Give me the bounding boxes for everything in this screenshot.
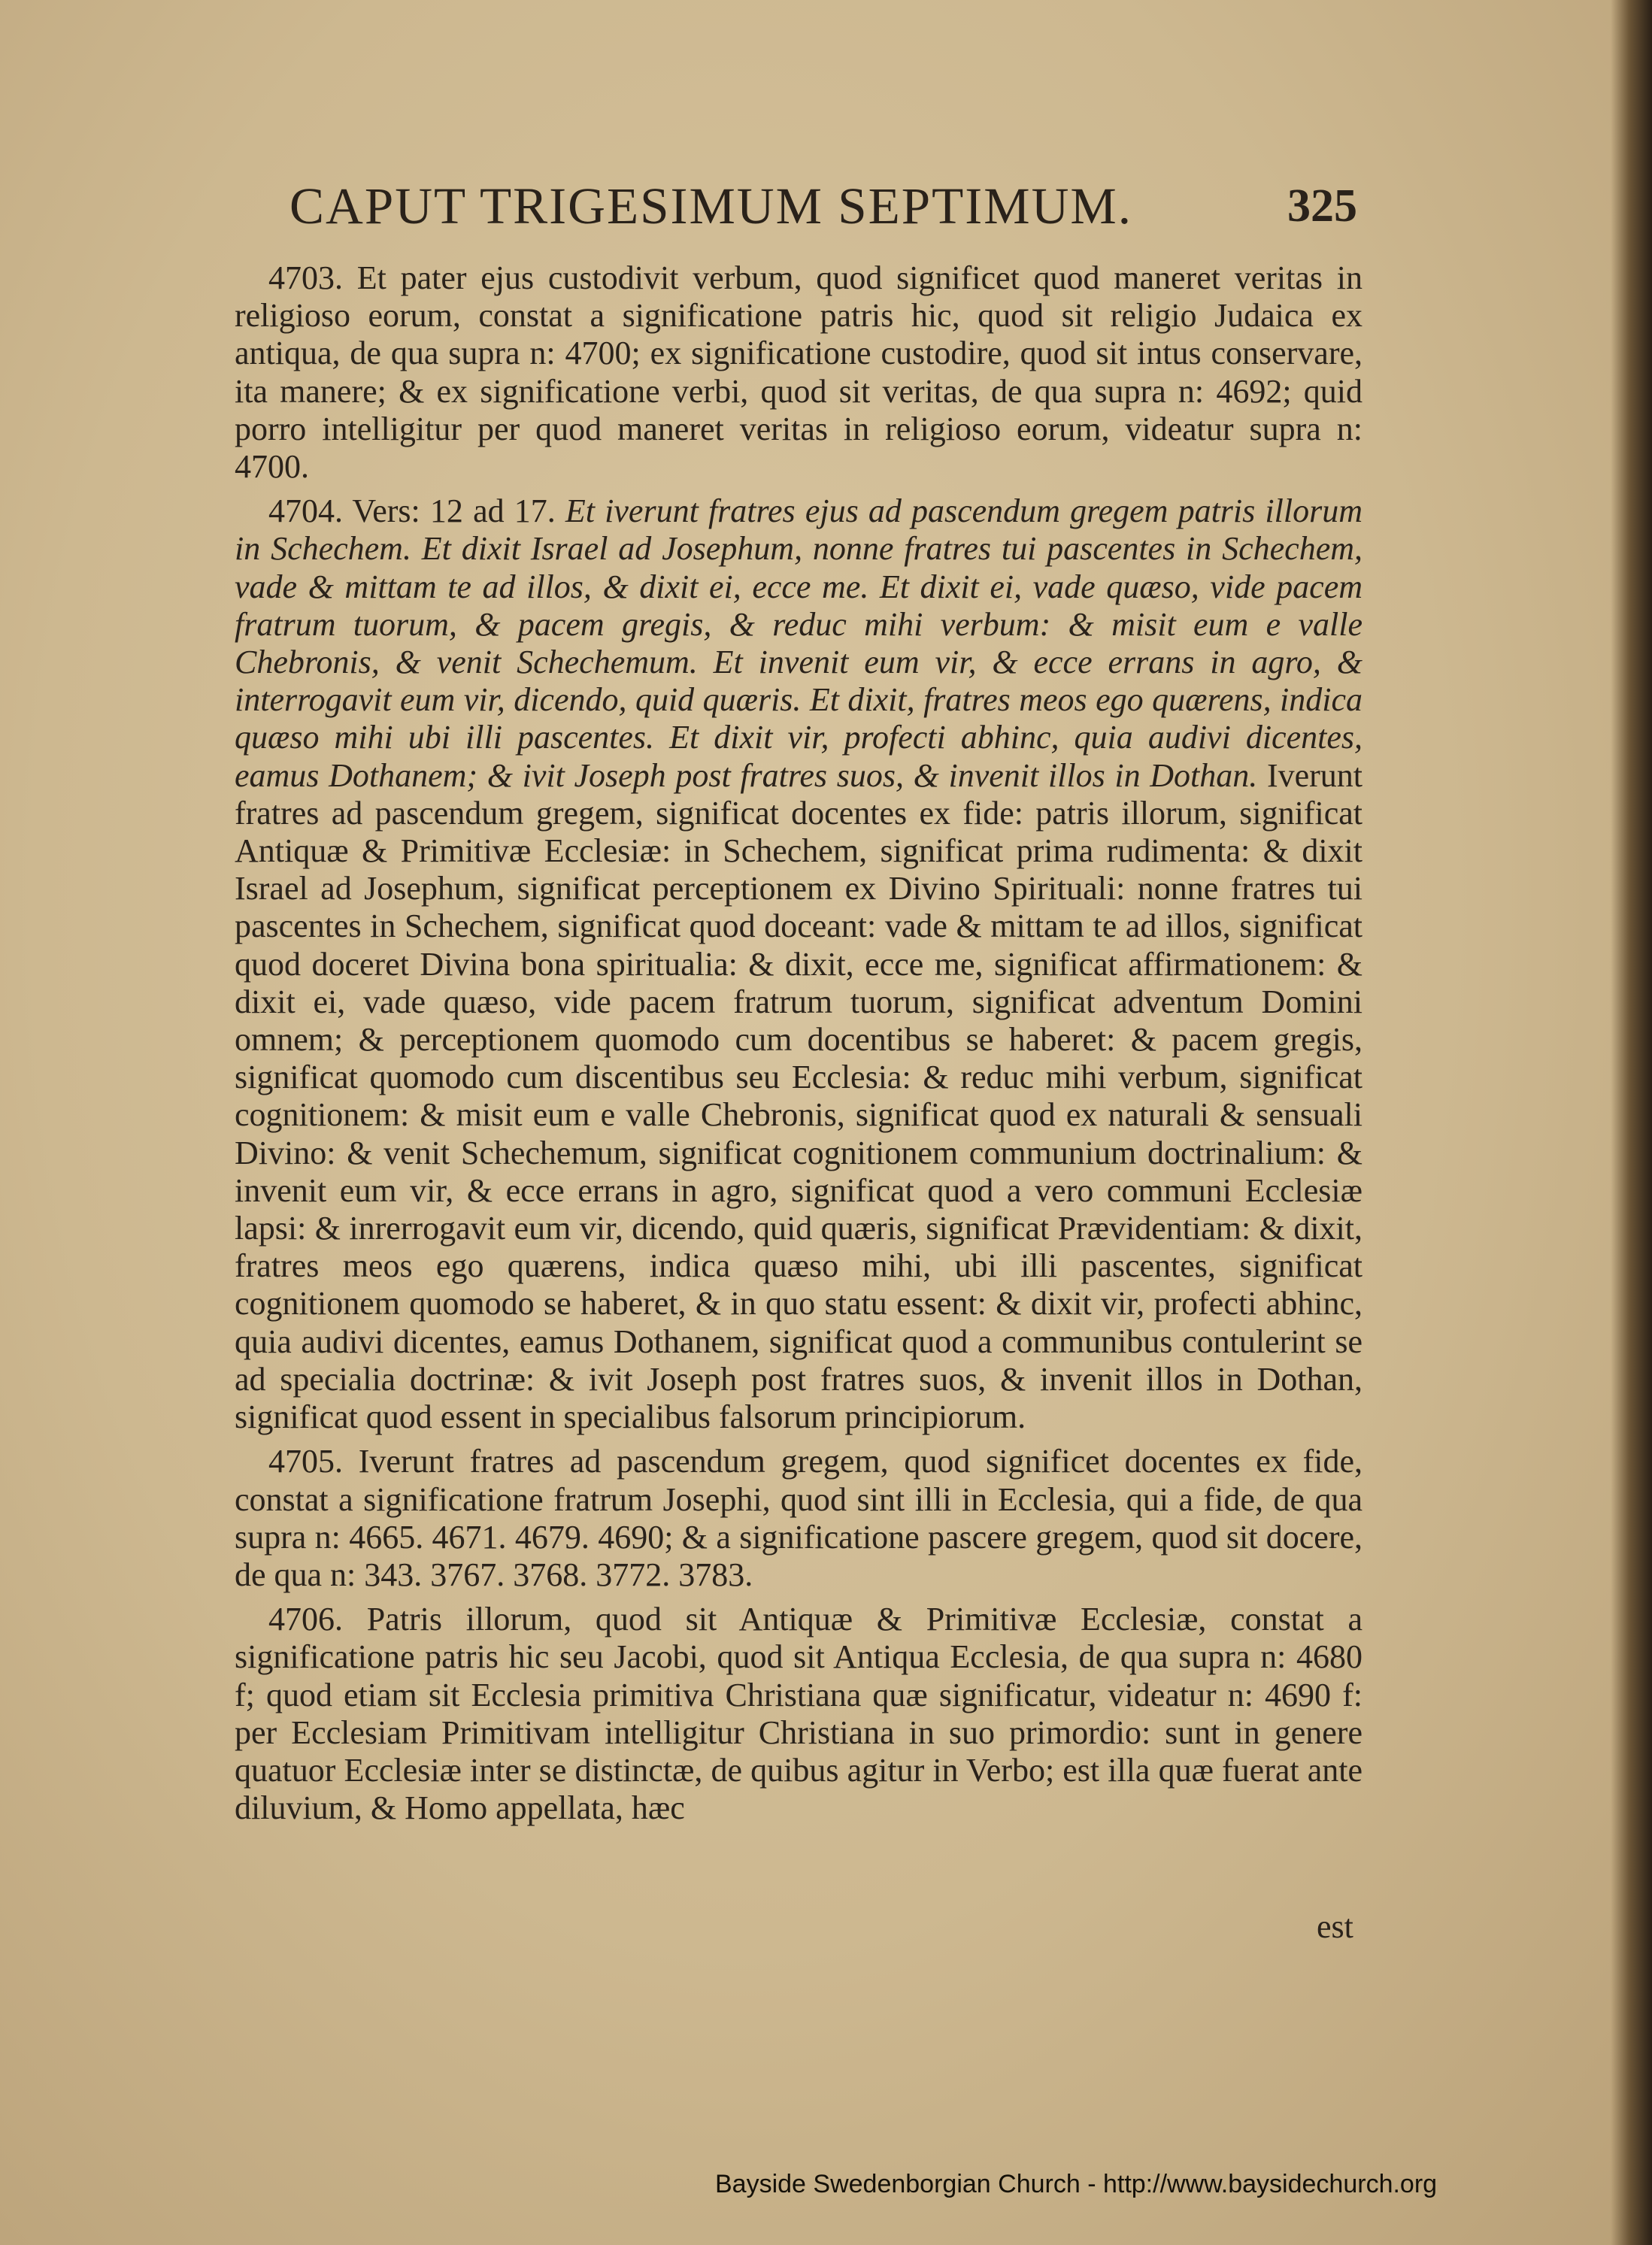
scripture-quote: Et iverunt fratres ejus ad pascendum gregem patris illorum in Schechem. Et dixit Israel ad Josephum, nonne fratres tui pascentes in Schechem, vade & mittam te ad illos, & dixit ei, ecce me. Et dixit ei, vade quæso, vide pacem fratrum tuorum, & pacem gregis, & reduc mihi verbum: & misit eum e valle Chebronis, & venit Schechemum. Et invenit eum vir, & ecce errans in agro, & interrogavit eum vir, dicendo, quid quæris. Et dixit, fratres meos ego quærens, indica quæso mihi ubi illi pascentes. Et dixit vir, profecti abhinc, quia audivi dicentes, eamus Dothanem; & ivit Joseph post fratres suos, & invenit illos in Dothan.	[235, 492, 1363, 794]
paragraph-4706	[235, 1601, 1363, 1827]
body-text	[235, 259, 1363, 1827]
text-segment: 4704. Vers: 12 ad 17.	[268, 492, 565, 530]
text-segment: 4703. Et pater ejus custodivit verbum, quod significet quod maneret veritas in religioso eorum, constat a significatione patris hic, quod sit religio Judaica ex antiqua, de qua supra n: 4700; ex significatione custodire, quod sit intus conservare, ita manere; & ex significatione verbi, quod sit veritas, de qua supra n: 4692; quid porro intelligitur per quod maneret veritas in religioso eorum, videatur supra n: 4700.	[235, 259, 1363, 486]
paragraph-4704	[235, 492, 1363, 1436]
text-segment: Iverunt fratres ad pascendum gregem, significat docentes ex fide: patris illorum, significat Antiquæ & Primitivæ Ecclesiæ: in Schechem, significat prima rudimenta: & dixit Israel ad Josephum, significat perceptionem ex Divino Spirituali: nonne fratres tui pascentes in Schechem, significat quod doceant: vade & mittam te ad illos, significat quod doceret Divina bona spiritualia: & dixit, ecce me, significat affirmationem: & dixit ei, vade quæso, vide pacem fratrum tuorum, significat adventum Domini omnem; & perceptionem quomodo cum docentibus se haberet: & pacem gregis, significat quomodo cum discentibus seu Ecclesia: & reduc mihi verbum, significat cognitionem: & misit eum e valle Chebronis, significat quod ex naturali & sensuali Divino: & venit Schechemum, significat cognitionem communium doctrinalium: & invenit eum vir, & ecce errans in agro, significat quod a vero communi Ecclesiæ lapsi: & inrerrogavit eum vir, dicendo, quid quæris, significat Prævidentiam: & dixit, fratres meos ego quærens, indica quæso mihi, ubi illi pascentes, significat cognitionem quomodo se haberet, & in quo statu essent: & dixit vir, profecti abhinc, quia audivi dicentes, eamus Dothanem, significat quod a communibus contulerint se ad specialia doctrinæ: & ivit Joseph post fratres suos, & invenit illos in Dothan, significat quod essent in specialibus falsorum principiorum.	[235, 756, 1363, 1436]
text-segment: 4706. Patris illorum, quod sit Antiquæ & Primitivæ Ecclesiæ, constat a significatione patris hic seu Jacobi, quod sit Antiqua Ecclesia, de qua supra n: 4680 f; quod etiam sit Ecclesia primitiva Christiana quæ significatur, videatur n: 4690 f: per Ecclesiam Primitivam intelligitur Christiana in suo primordio: sunt in genere quatuor Ecclesiæ inter se distinctæ, de quibus agitur in Verbo; est illa quæ fuerat ante diluvium, & Homo appellata, hæc	[235, 1601, 1363, 1827]
text-segment: 4705. Iverunt fratres ad pascendum gregem, quod significet docentes ex fide, constat a significatione fratrum Josephi, quod sint illi in Ecclesia, qui a fide, de qua supra n: 4665. 4671. 4679. 4690; & a significatione pascere gregem, quod sit docere, de qua n: 343. 3767. 3768. 3772. 3783.	[235, 1443, 1363, 1593]
watermark-credit: Bayside Swedenborgian Church - http://www.baysidechurch.org	[715, 2170, 1438, 2198]
catchword: est	[1317, 1908, 1353, 1945]
page-number: 325	[1287, 180, 1357, 232]
paragraph-4703	[235, 259, 1363, 486]
paragraph-4705	[235, 1443, 1363, 1594]
running-title: CAPUT TRIGESIMUM SEPTIMUM.	[289, 177, 1133, 235]
page-gutter-shadow	[1611, 0, 1652, 2245]
page-header	[289, 177, 1357, 252]
